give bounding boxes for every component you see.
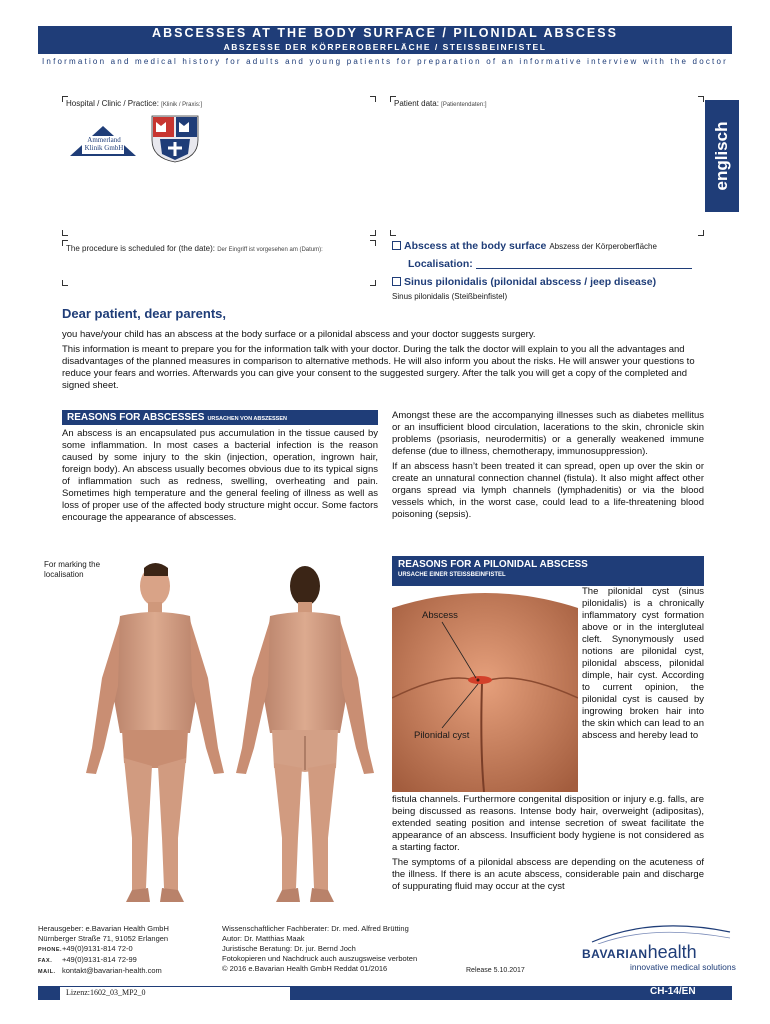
mail[interactable]: kontakt@bavarian-health.com [62,966,162,975]
reasons-heading: REASONS FOR ABSCESSES URSACHEN VON ABSZESSEN [62,410,378,425]
title-en: ABSCESSES AT THE BODY SURFACE / PILONIDAL ABSCESS [152,26,618,40]
right-column-top [392,410,704,521]
fax-label: FAX. [38,958,53,964]
abscess-checkbox[interactable] [392,241,401,250]
logo1-line2: Klinik GmbH [84,144,124,152]
figure-label: For marking the localisation [44,560,101,579]
brand-health: health [647,942,697,962]
license-code: Lizenz:1602_03_MP2_0 [60,987,290,1000]
localisation-field[interactable] [408,258,698,270]
option-pilonidal[interactable] [392,276,712,288]
intro-section [62,306,712,392]
date-label: The procedure is scheduled for (the date): [66,244,215,253]
opt2-label-de: Sinus pilonidalis (Steißbeinfistel) [392,292,508,301]
release: Release 5.10.2017 [466,967,525,974]
address: Nürnberger Straße 71, 91052 Erlangen [38,934,169,943]
pilonidal-heading-en: REASONS FOR A PILONIDAL ABSCESS [398,559,588,570]
hospital-label-de: [Klinik / Praxis:] [161,102,203,108]
left-column [62,410,378,524]
label-pilonidal-cyst: Pilonidal cyst [414,730,470,741]
body-outline-front-back [40,558,380,913]
back-body-figure [236,566,374,902]
right-p1: Amongst these are the accompanying illnesses such as diabetes mellitus or an insufficient blood circulation, lacerations to the skin, chronicle skin problems (psoriasis, neurodermitis) or a generally weakened immune defense (due to illness, chemotherapy, immunosuppression). [392,410,704,457]
opt2-label: Sinus pilonidalis (pilonidal abscess / jeep disease) [404,276,657,288]
label-abscess: Abscess [422,610,458,621]
ammerland-logo [68,124,138,162]
pilonidal-heading-de: URSACHE EINER STEISSBEINFISTEL [398,572,506,578]
bavarian-health-logo [572,922,736,978]
logo1-line1: Ammerland [87,136,121,144]
pilonidal-heading [392,556,704,586]
date-label-de: Der Eingriff ist vorgesehen am (Datum): [217,247,323,253]
patient-label: Patient data: [394,99,439,108]
patient-data-box [390,96,704,236]
right-p5: The symptoms of a pilonidal abscess are depending on the acuteness of the illness. If there is an acute abscess, considerable pain and discharge of suppurating fluid may occur at the cyst [392,857,704,892]
brand-bavarian: BAVARIAN [582,947,648,961]
brand-tagline: innovative medical solutions [630,962,736,972]
opt1-label: Abscess at the body surface [404,240,547,252]
document-header [38,26,732,54]
pilonidal-checkbox[interactable] [392,277,401,286]
patient-label-de: [Patientendaten:] [441,102,487,108]
publisher: Herausgeber: e.Bavarian Health GmbH [38,924,169,933]
reasons-text: An abscess is an encapsulated pus accumulation in the tissue caused by some inflammation. In most cases a bacterial infection is the reason caused by some injury to the skin (injection, operation, ingrown hair, foreign body). An abscess usually becomes obvious due to its typical signs of inflammation such as redness, swelling, overheating and pain. Sometimes high temperature and the general feeling of illness as well as loss of proper use of the affected body structure might occur. Some factors encourage the appearance of abscesses. [62,428,378,523]
body-figure[interactable] [40,558,380,913]
coat-of-arms-icon [148,114,202,164]
intro-p2: This information is meant to prepare you for the information talk with your doctor. During the talk the doctor will explain to you all the advantages and disadvantages of the planned measures in comparison to alternative methods. He will also inform you about the risks. He will answer your questions to reduce your fears and worries. Afterwards you can give your consent to the suggested surgery. After the talk you will get a copy of the completed and signed sheet. [62,344,695,391]
copyright: © 2016 e.Bavarian Health GmbH Reddat 01/2016 [222,964,388,973]
subtitle: Information and medical history for adults and young patients for preparation of an informative interview with the doctor [42,57,728,66]
footer-publisher [38,924,218,977]
date-box[interactable] [62,240,376,286]
document-code: CH-14/EN [650,986,696,997]
right-p2: If an abscess hasn’t been treated it can spread, open up over the skin or create an unnatural connection channel (fistula). It also might affect other organs spread via lymph channels (lymphadenitis) or via the blood vessels which, in the worst case, could lead to a life-threatening blood poisoning (sepsis). [392,461,704,520]
author: Autor: Dr. Matthias Maak [222,934,305,943]
right-p4: fistula channels. Furthermore congenital disposition or injury e.g. falls, are being discussed as reasons. Intense body hair, overweight (adipositas), extended seating position and intense secretion of sweat facilitate the appearance of an abscess. Insufficient body hygiene is not considered as a starting factor. [392,794,704,853]
adviser: Wissenschaftlicher Fachberater: Dr. med. Alfred Brütting [222,924,409,933]
localisation-label: Localisation: [408,258,473,270]
phone-label: PHONE. [38,947,63,953]
legal: Juristische Beratung: Dr. jur. Bernd Joch [222,944,356,953]
hospital-box [62,96,376,236]
copy-note: Fotokopieren und Nachdruck auch auszugsweise verboten [222,954,418,963]
hospital-label: Hospital / Clinic / Practice: [66,99,159,108]
mail-label: MAIL. [38,969,56,975]
right-p4-wrap [392,794,704,893]
option-abscess[interactable] [392,240,712,252]
phone: +49(0)9131-814 72-0 [62,944,133,953]
greeting: Dear patient, dear parents, [62,306,226,321]
opt1-label-de: Abszess der Körperoberfläche [549,242,657,251]
right-p3: The pilonidal cyst (sinus pilonidalis) is a chronically inflammatory cyst formation above or in the intergluteal cleft. Synonymously used notions are pilonidal cyst, pilonidal abscess, pilonidal dimple, hair cyst. According to current opinion, the pilonidal cyst is caused by ingrowing broken hair into the skin which can lead to an abscess and hereby lead to [582,586,704,741]
front-body-figure [86,563,224,902]
intro-p1: you have/your child has an abscess at the body surface or a pilonidal abscess and your doctor suggests surgery. [62,329,536,340]
title-de: ABSZESSE DER KÖRPEROBERFLÄCHE / STEISSBEINFISTEL [223,42,547,52]
pilonidal-illustration [392,588,578,792]
language-tab [705,100,739,212]
right-p3-wrap [582,586,704,742]
footer-credits [222,924,462,974]
language-label: englisch [712,121,731,191]
fax: +49(0)9131-814 72-99 [62,955,137,964]
